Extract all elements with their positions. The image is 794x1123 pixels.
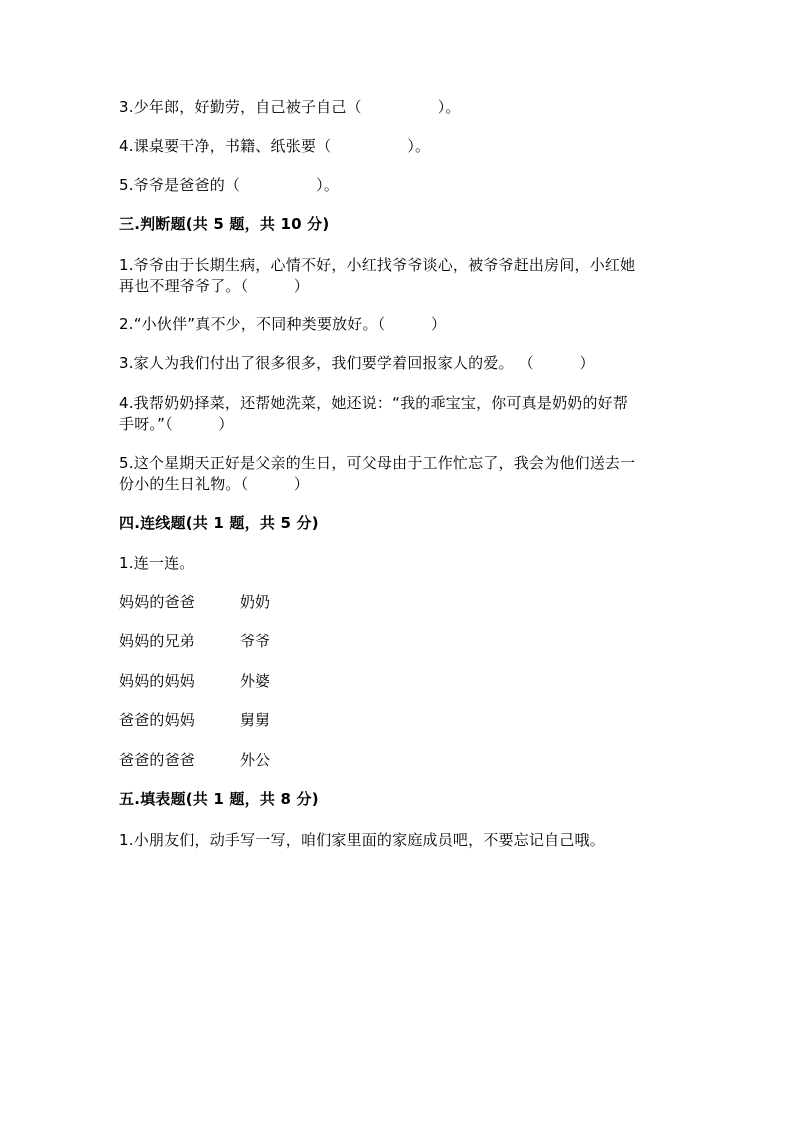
matching-right-item: 爷爷: [240, 632, 271, 650]
matching-right-item: 外公: [240, 751, 271, 769]
matching-left-item: 妈妈的爸爸: [119, 593, 196, 611]
section-heading-true-false: 三.判断题(共 5 题，共 10 分): [119, 215, 330, 233]
matching-right-item: 奶奶: [240, 593, 271, 611]
fill-blank-question-4: 4.课桌要干净，书籍、纸张要（ ）。: [119, 137, 431, 155]
true-false-question-5-line-2: 份小的生日礼物。（ ）: [119, 475, 310, 493]
matching-question-1: 1.连一连。: [119, 554, 195, 572]
true-false-question-1-line-1: 1.爷爷由于长期生病，心情不好，小红找爷爷谈心，被爷爷赶出房间，小红她: [119, 256, 636, 274]
true-false-question-4-line-2: 手呀。”（ ）: [119, 415, 234, 433]
fill-table-question-1: 1.小朋友们，动手写一写，咱们家里面的家庭成员吧，不要忘记自己哦。: [119, 831, 605, 849]
matching-left-item: 妈妈的兄弟: [119, 632, 196, 650]
true-false-question-3: 3.家人为我们付出了很多很多，我们要学着回报家人的爱。 （ ）: [119, 354, 595, 372]
section-heading-fill-table: 五.填表题(共 1 题，共 8 分): [119, 790, 319, 808]
matching-left-item: 爸爸的妈妈: [119, 711, 196, 729]
fill-blank-question-5: 5.爷爷是爸爸的（ ）。: [119, 176, 340, 194]
true-false-question-5-line-1: 5.这个星期天正好是父亲的生日，可父母由于工作忙忘了，我会为他们送去一: [119, 454, 636, 472]
matching-right-item: 舅舅: [240, 711, 271, 729]
section-heading-matching: 四.连线题(共 1 题，共 5 分): [119, 514, 319, 532]
matching-left-item: 妈妈的妈妈: [119, 672, 196, 690]
true-false-question-1-line-2: 再也不理爷爷了。（ ）: [119, 277, 310, 295]
true-false-question-4-line-1: 4.我帮奶奶择菜，还帮她洗菜，她还说：“我的乖宝宝，你可真是奶奶的好帮: [119, 394, 629, 412]
matching-left-item: 爸爸的爸爸: [119, 751, 196, 769]
matching-right-item: 外婆: [240, 672, 271, 690]
true-false-question-2: 2.“小伙伴”真不少，不同种类要放好。（ ）: [119, 315, 447, 333]
fill-blank-question-3: 3.少年郎，好勤劳，自己被子自己（ ）。: [119, 98, 461, 116]
